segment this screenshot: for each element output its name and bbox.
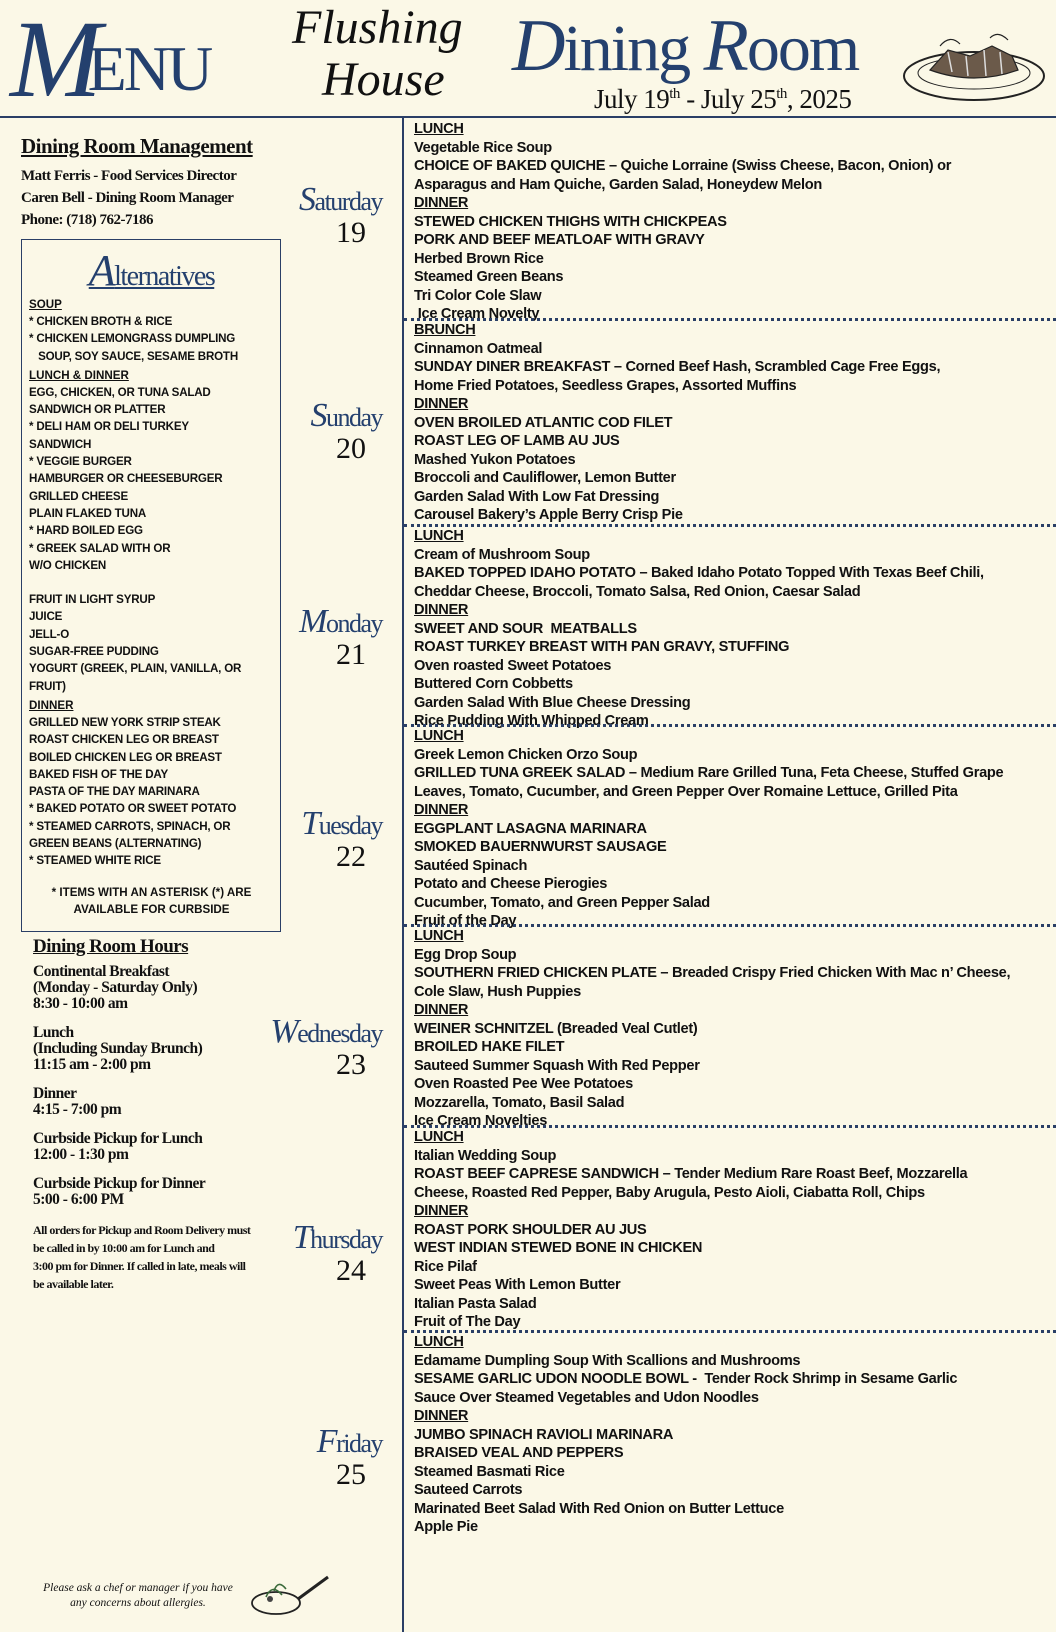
alternative-item: * STEAMED WHITE RICE [29, 854, 161, 868]
day-name-initial: S [299, 181, 315, 218]
hours-note-line: be called in by 10:00 am for Lunch and [33, 1241, 215, 1255]
menu-day-22 [404, 724, 1056, 929]
alternative-item: * VEGGIE BURGER [29, 455, 132, 469]
day-label-21 [242, 603, 382, 671]
hours-block [33, 1086, 283, 1118]
alternatives-title-initial: A [88, 246, 115, 295]
day-name [242, 603, 382, 640]
day-number: 21 [336, 638, 366, 671]
alt-dinner-list [29, 714, 274, 870]
menu-item: Egg Drop Soup [414, 946, 517, 963]
meal-heading: LUNCH [414, 121, 464, 137]
day-label-25 [242, 1423, 382, 1491]
alternative-item [29, 574, 274, 591]
alt-lunch-dinner-list [29, 384, 274, 695]
menu-item: Ice Cream Novelties [414, 1113, 548, 1129]
alternative-item: PASTA OF THE DAY MARINARA [29, 785, 200, 799]
menu-item: Sautéed Spinach [414, 857, 528, 874]
pan-illustration-icon [248, 1571, 330, 1619]
management-phone: Phone: (718) 762-7186 [21, 212, 153, 228]
day-name-rest: hursday [310, 1225, 382, 1254]
menu-item: Oven roasted Sweet Potatoes [414, 657, 612, 674]
hours-block [33, 964, 283, 1012]
menu-item: Fruit of The Day [414, 1314, 521, 1330]
management-section [21, 134, 253, 231]
daily-menus [404, 118, 1056, 1632]
hours-line: 4:15 - 7:00 pm [33, 1101, 122, 1118]
day-name [242, 1219, 382, 1256]
day-number: 19 [336, 216, 366, 249]
alternative-item: PLAIN FLAKED TUNA [29, 506, 147, 520]
allergy-note [38, 1581, 238, 1611]
alternatives-title-rest: lternatives [114, 261, 215, 292]
hours-line: 11:15 am - 2:00 pm [33, 1056, 151, 1073]
menu-item: Rice Pudding With Whipped Cream [414, 713, 649, 729]
menu-item: Edamame Dumpling Soup With Scallions and Mushrooms [414, 1352, 801, 1369]
venue-line-2: House [322, 53, 445, 106]
menu-entree: SOUTHERN FRIED CHICKEN PLATE – Breaded Crispy Fried Chicken With Mac n’ Cheese, [414, 965, 1011, 981]
alternative-item: W/O CHICKEN [29, 558, 107, 572]
day-label-24 [242, 1219, 382, 1287]
menu-item: Fruit of the Day [414, 913, 517, 929]
menu-item: Cream of Mushroom Soup [414, 546, 590, 563]
hours-line: Lunch [33, 1024, 74, 1041]
meal-heading: LUNCH [414, 1129, 464, 1145]
allergy-note-line: any concerns about allergies. [70, 1597, 206, 1609]
menu-entree: BROILED HAKE FILET [414, 1039, 565, 1055]
room-rest: oom [746, 12, 859, 85]
alternative-item: JELL-O [29, 627, 70, 641]
day-name-initial: T [301, 805, 319, 842]
menu-day-19 [404, 118, 1056, 322]
meal-heading: DINNER [414, 1203, 469, 1219]
hours-note-line: All orders for Pickup and Room Delivery must [33, 1223, 251, 1237]
alternative-item: FRUIT) [29, 679, 66, 693]
menu-item: Carousel Bakery’s Apple Berry Crisp Pie [414, 507, 683, 523]
day-name-initial: W [270, 1013, 298, 1050]
curbside-note: AVAILABLE FOR CURBSIDE [73, 902, 230, 916]
day-label-20 [242, 397, 382, 465]
menu-entree: Cole Slaw, Hush Puppies [414, 983, 581, 1000]
day-label-19 [242, 181, 382, 249]
menu-entree: WEINER SCHNITZEL (Breaded Veal Cutlet) [414, 1020, 698, 1037]
alt-soup-heading: SOUP [29, 298, 62, 311]
day-number: 24 [336, 1254, 366, 1287]
day-name-rest: uesday [318, 811, 382, 840]
hours-block [33, 1176, 283, 1208]
menu-entree: Home Fried Potatoes, Seedless Grapes, Assorted Muffins [414, 377, 797, 394]
alternative-item: GRILLED NEW YORK STRIP STEAK [29, 715, 221, 729]
curbside-note: * ITEMS WITH AN ASTERISK (*) ARE [51, 885, 252, 899]
date-end-suffix: th [776, 86, 787, 102]
alternative-item: SANDWICH OR PLATTER [29, 403, 166, 417]
management-line: Matt Ferris - Food Services Director [21, 168, 237, 184]
menu-item: Marinated Beet Salad With Red Onion on Butter Lettuce [414, 1500, 784, 1517]
menu-entree: ROAST TURKEY BREAST WITH PAN GRAVY, STUFFING [414, 639, 790, 655]
meal-heading: BRUNCH [414, 322, 476, 338]
meal-heading: DINNER [414, 802, 469, 818]
menu-entree: GRILLED TUNA GREEK SALAD – Medium Rare Grilled Tuna, Feta Cheese, Stuffed Grape [414, 765, 1004, 781]
menu-item: Rice Pilaf [414, 1258, 477, 1275]
alternative-item: FRUIT IN LIGHT SYRUP [29, 593, 156, 607]
menu-item: Italian Pasta Salad [414, 1295, 537, 1312]
date-start-suffix: th [669, 86, 680, 102]
meal-heading: LUNCH [414, 928, 464, 944]
hours-block [33, 1131, 283, 1163]
hours-line: 12:00 - 1:30 pm [33, 1146, 129, 1163]
day-name-rest: ednesday [297, 1019, 382, 1048]
menu-title-initial: M [10, 0, 96, 120]
day-name-rest: aturday [314, 187, 382, 216]
alternative-item: * GREEK SALAD WITH OR [29, 541, 171, 555]
menu-item: Steamed Basmati Rice [414, 1463, 565, 1480]
date-start: July 19 [594, 84, 670, 114]
alt-dinner-heading: DINNER [29, 698, 74, 712]
alternative-item: SOUP, SOY SAUCE, SESAME BROTH [29, 349, 238, 363]
day-name-initial: M [299, 603, 326, 640]
hours-line: 5:00 - 6:00 PM [33, 1191, 124, 1208]
alternative-item: SANDWICH [29, 437, 92, 451]
menu-item: Ice Cream Novelty [414, 306, 540, 322]
day-name [242, 181, 382, 218]
management-title: Dining Room Management [21, 134, 253, 158]
hours-line: Dinner [33, 1085, 77, 1102]
menu-item: Oven Roasted Pee Wee Potatoes [414, 1076, 633, 1092]
alternative-item: * DELI HAM OR DELI TURKEY [29, 420, 189, 434]
date-end: - July 25 [679, 84, 777, 114]
day-label-23 [242, 1013, 382, 1081]
menu-item: Mashed Yukon Potatoes [414, 451, 576, 468]
day-name-initial: T [292, 1219, 311, 1256]
day-name-rest: riday [336, 1429, 382, 1458]
alternative-item: BAKED FISH OF THE DAY [29, 767, 169, 781]
dining-initial: D [512, 5, 564, 87]
hours-line: Curbside Pickup for Dinner [33, 1175, 206, 1192]
day-name-initial: F [316, 1423, 337, 1460]
menu-entree: Cheddar Cheese, Broccoli, Tomato Salsa, Red Onion, Caesar Salad [414, 583, 861, 600]
meal-heading: LUNCH [414, 728, 464, 744]
menu-entree: SWEET AND SOUR MEATBALLS [414, 620, 637, 637]
menu-item: Vegetable Rice Soup [414, 139, 552, 156]
alternative-item: * CHICKEN LEMONGRASS DUMPLING [29, 332, 236, 346]
alternative-item: HAMBURGER OR CHEESEBURGER [29, 472, 223, 486]
menu-day-25 [404, 1330, 1056, 1632]
menu-entree: ROAST LEG OF LAMB AU JUS [414, 433, 620, 449]
alternative-item: * CHICKEN BROTH & RICE [29, 315, 173, 328]
venue-name [292, 2, 463, 106]
menu-day-20 [404, 318, 1056, 524]
alt-lunch-dinner-heading: LUNCH & DINNER [29, 368, 129, 382]
menu-entree: Leaves, Tomato, Cucumber, and Green Pepper Over Romaine Lettuce, Grilled Pita [414, 783, 958, 800]
menu-item: Steamed Green Beans [414, 269, 564, 285]
dining-hours-title: Dining Room Hours [33, 936, 189, 957]
allergy-note-line: Please ask a chef or manager if you have [43, 1582, 233, 1594]
menu-item: Sauteed Carrots [414, 1482, 523, 1498]
menu-entree: Sauce Over Steamed Vegetables and Udon Noodles [414, 1389, 759, 1406]
menu-item: Italian Wedding Soup [414, 1147, 557, 1164]
alternative-item: JUICE [29, 610, 63, 624]
menu-entree: SMOKED BAUERNWURST SAUSAGE [414, 839, 667, 855]
menu-item: Buttered Corn Cobbetts [414, 676, 573, 692]
meal-heading: DINNER [414, 195, 469, 211]
menu-entree: SUNDAY DINER BREAKFAST – Corned Beef Hash, Scrambled Cage Free Eggs, [414, 359, 941, 375]
meal-heading: DINNER [414, 1408, 469, 1424]
menu-item: Potato and Cheese Pierogies [414, 876, 608, 892]
hours-line: (Monday - Saturday Only) [33, 979, 198, 996]
alternative-item: GREEN BEANS (ALTERNATING) [29, 837, 202, 851]
day-name [242, 1013, 382, 1050]
menu-entree: Asparagus and Ham Quiche, Garden Salad, Honeydew Melon [414, 176, 822, 193]
menu-item: Apple Pie [414, 1519, 478, 1535]
room-initial: R [703, 5, 747, 87]
day-name-initial: S [310, 397, 326, 434]
menu-entree: JUMBO SPINACH RAVIOLI MARINARA [414, 1426, 674, 1443]
meal-heading: DINNER [414, 602, 469, 618]
left-column [0, 118, 402, 1632]
menu-day-23 [404, 924, 1056, 1129]
menu-entree: BRAISED VEAL AND PEPPERS [414, 1445, 624, 1461]
alt-dinner-section [29, 697, 274, 870]
menu-item: Herbed Brown Rice [414, 250, 544, 267]
management-line: Caren Bell - Dining Room Manager [21, 190, 234, 206]
menu-item: Sweet Peas With Lemon Butter [414, 1277, 621, 1293]
dining-rest: ining [563, 12, 704, 85]
alternatives-title [29, 248, 274, 294]
day-label-22 [242, 805, 382, 873]
alternative-item: SUGAR-FREE PUDDING [29, 645, 159, 659]
meal-heading: LUNCH [414, 1334, 464, 1350]
alternative-item: * BAKED POTATO OR SWEET POTATO [29, 802, 237, 816]
menu-item: Garden Salad With Blue Cheese Dressing [414, 694, 691, 711]
hours-line: 8:30 - 10:00 am [33, 995, 128, 1012]
alt-soup-section [29, 296, 274, 365]
alternative-item: YOGURT (GREEK, PLAIN, VANILLA, OR [29, 662, 242, 676]
meal-heading: DINNER [414, 1002, 469, 1018]
menu-item: Cucumber, Tomato, and Green Pepper Salad [414, 894, 710, 911]
day-number: 23 [336, 1048, 366, 1081]
menu-entree: WEST INDIAN STEWED BONE IN CHICKEN [414, 1240, 703, 1256]
hours-note-line: be available later. [33, 1277, 114, 1291]
menu-title-rest: ENU [87, 33, 211, 104]
menu-entree: STEWED CHICKEN THIGHS WITH CHICKPEAS [414, 213, 727, 230]
day-name-rest: unday [325, 403, 382, 432]
menu-entree: CHOICE OF BAKED QUICHE – Quiche Lorraine (Swiss Cheese, Bacon, Onion) or [414, 158, 952, 174]
menu-day-24 [404, 1125, 1056, 1330]
alt-lunch-dinner-section [29, 367, 274, 695]
menu-day-21 [404, 524, 1056, 729]
menu-entree: ROAST BEEF CAPRESE SANDWICH – Tender Medium Rare Roast Beef, Mozzarella [414, 1166, 968, 1182]
menu-entree: BAKED TOPPED IDAHO POTATO – Baked Idaho Potato Topped With Texas Beef Chili, [414, 565, 984, 581]
day-name [242, 397, 382, 434]
menu-item: Mozzarella, Tomato, Basil Salad [414, 1094, 625, 1111]
page-header [0, 0, 1056, 118]
alternative-item: BOILED CHICKEN LEG OR BREAST [29, 750, 222, 764]
menu-entree: SESAME GARLIC UDON NOODLE BOWL - Tender Rock Shrimp in Sesame Garlic [414, 1371, 958, 1387]
menu-entree: OVEN BROILED ATLANTIC COD FILET [414, 414, 673, 431]
alt-soup-list [29, 313, 274, 365]
alternative-item: * STEAMED CARROTS, SPINACH, OR [29, 819, 231, 833]
day-name [242, 805, 382, 842]
menu-item: Cinnamon Oatmeal [414, 340, 543, 357]
date-range [594, 84, 851, 115]
alternative-item: EGG, CHICKEN, OR TUNA SALAD [29, 385, 211, 399]
day-name-rest: onday [325, 609, 382, 638]
hours-line: Curbside Pickup for Lunch [33, 1130, 203, 1147]
menu-item: Greek Lemon Chicken Orzo Soup [414, 746, 638, 763]
day-number: 25 [336, 1458, 366, 1491]
menu-item: Broccoli and Cauliflower, Lemon Butter [414, 470, 676, 486]
menu-item: Sauteed Summer Squash With Red Pepper [414, 1057, 700, 1074]
meal-heading: LUNCH [414, 528, 464, 544]
alternative-item: GRILLED CHEESE [29, 489, 128, 503]
menu-entree: EGGPLANT LASAGNA MARINARA [414, 820, 647, 837]
menu-entree: Cheese, Roasted Red Pepper, Baby Arugula, Pesto Aioli, Ciabatta Roll, Chips [414, 1184, 925, 1201]
alternative-item: ROAST CHICKEN LEG OR BREAST [29, 733, 219, 747]
plate-illustration-icon [900, 26, 1048, 104]
menu-item: Tri Color Cole Slaw [414, 287, 542, 304]
hours-line: (Including Sunday Brunch) [33, 1040, 203, 1057]
hours-list [33, 964, 283, 1208]
hours-note-line: 3:00 pm for Dinner. If called in late, meals will [33, 1259, 246, 1273]
dining-room-title [512, 6, 858, 89]
alternative-item: * HARD BOILED EGG [29, 524, 143, 538]
day-number: 22 [336, 840, 366, 873]
meal-heading: DINNER [414, 396, 469, 412]
day-name [242, 1423, 382, 1460]
date-year: , 2025 [786, 84, 852, 114]
day-number: 20 [336, 432, 366, 465]
menu-entree: PORK AND BEEF MEATLOAF WITH GRAVY [414, 232, 705, 248]
hours-line: Continental Breakfast [33, 963, 170, 980]
menu-entree: ROAST PORK SHOULDER AU JUS [414, 1221, 647, 1238]
venue-line-1: Flushing [292, 1, 463, 54]
menu-item: Garden Salad With Low Fat Dressing [414, 488, 660, 505]
menu-title [10, 0, 218, 120]
